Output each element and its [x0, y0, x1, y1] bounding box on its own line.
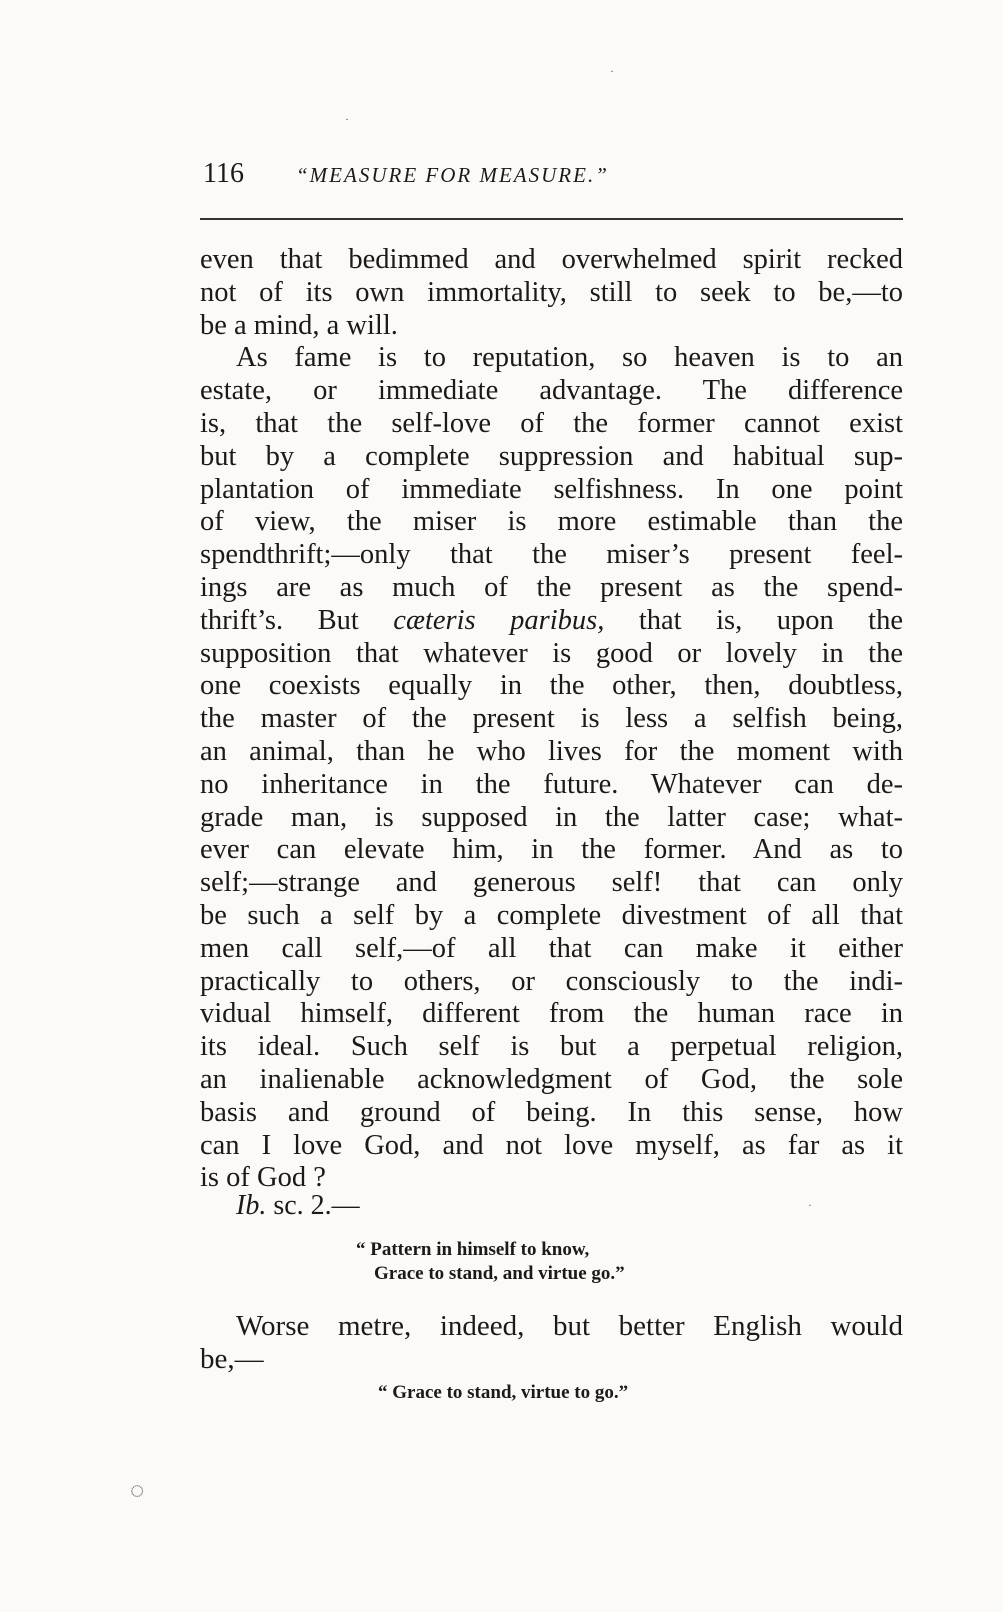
closing-paragraph [200, 1310, 903, 1376]
scene-reference [236, 1190, 360, 1222]
text-line: can I love God, and not love myself, as far as it [200, 1129, 903, 1161]
text-line: be a mind, a will. [200, 309, 398, 341]
verse-line: “ Pattern in himself to know, [356, 1239, 590, 1260]
verse-quotation [356, 1238, 625, 1286]
text-line: grade man, is supposed in the latter case; what- [200, 801, 903, 833]
header-rule [200, 218, 903, 220]
text-line: estate, or immediate advantage. The difference [200, 375, 903, 407]
page-number: 116 [203, 158, 244, 189]
text-line: is, that the self-love of the former cannot exist [200, 407, 903, 439]
text-line: is of God ? [200, 1162, 326, 1194]
verse-line: Grace to stand, and virtue go.” [374, 1263, 625, 1284]
text-line: vidual himself, different from the human race in [200, 998, 903, 1030]
verse-quotation-revised: “ Grace to stand, virtue to go.” [378, 1382, 629, 1403]
text-line: spendthrift;—only that the miser’s present feel- [200, 539, 903, 571]
print-speck: · [345, 112, 349, 126]
text-line: supposition that whatever is good or lovely in the [200, 637, 903, 669]
text-fragment: that is, upon the [638, 604, 903, 636]
running-title: “MEASURE FOR MEASURE.” [296, 163, 609, 187]
text-line: an animal, than he who lives for the moment with [200, 735, 903, 767]
text-line: its ideal. Such self is but a perpetual religion, [200, 1031, 903, 1063]
text-line: men call self,—of all that can make it either [200, 932, 903, 964]
text-line: an inalienable acknowledgment of God, the sole [200, 1063, 903, 1095]
text-line: Worse metre, indeed, but better English would [236, 1310, 903, 1342]
text-line: the master of the present is less a selfish being, [200, 703, 903, 735]
text-line: no inheritance in the future. Whatever can de- [200, 768, 903, 800]
text-line: plantation of immediate selfishness. In one point [200, 473, 903, 505]
latin-phrase: cæteris paribus, [393, 604, 605, 636]
page-header [203, 158, 903, 198]
text-line [200, 605, 903, 638]
body-text [200, 244, 903, 1195]
text-line: ever can elevate him, in the former. And as to [200, 834, 903, 866]
text-line: As fame is to reputation, so heaven is to an [236, 342, 903, 374]
text-line: ings are as much of the present as the spend- [200, 571, 903, 603]
text-line: but by a complete suppression and habitual sup- [200, 440, 903, 472]
print-speck: · [610, 64, 614, 78]
text-line: practically to others, or consciously to the indi- [200, 965, 903, 997]
text-line: even that bedimmed and overwhelmed spirit recked [200, 244, 903, 275]
print-mark: ◌ [130, 1478, 145, 1504]
text-line: not of its own immortality, still to seek to be,—to [200, 276, 903, 308]
text-line: of view, the miser is more estimable than the [200, 506, 903, 538]
reference-scene: sc. 2.— [273, 1190, 360, 1221]
text-line: one coexists equally in the other, then, doubtless, [200, 670, 903, 702]
text-line: basis and ground of being. In this sense, how [200, 1096, 903, 1128]
text-line: self;—strange and generous self! that can only [200, 867, 903, 899]
text-line: be such a self by a complete divestment of all that [200, 899, 903, 931]
text-fragment: thrift’s. But [200, 604, 359, 636]
reference-abbrev: Ib. [236, 1190, 267, 1221]
print-speck: · [808, 1198, 812, 1212]
text-line: be,— [200, 1343, 264, 1375]
